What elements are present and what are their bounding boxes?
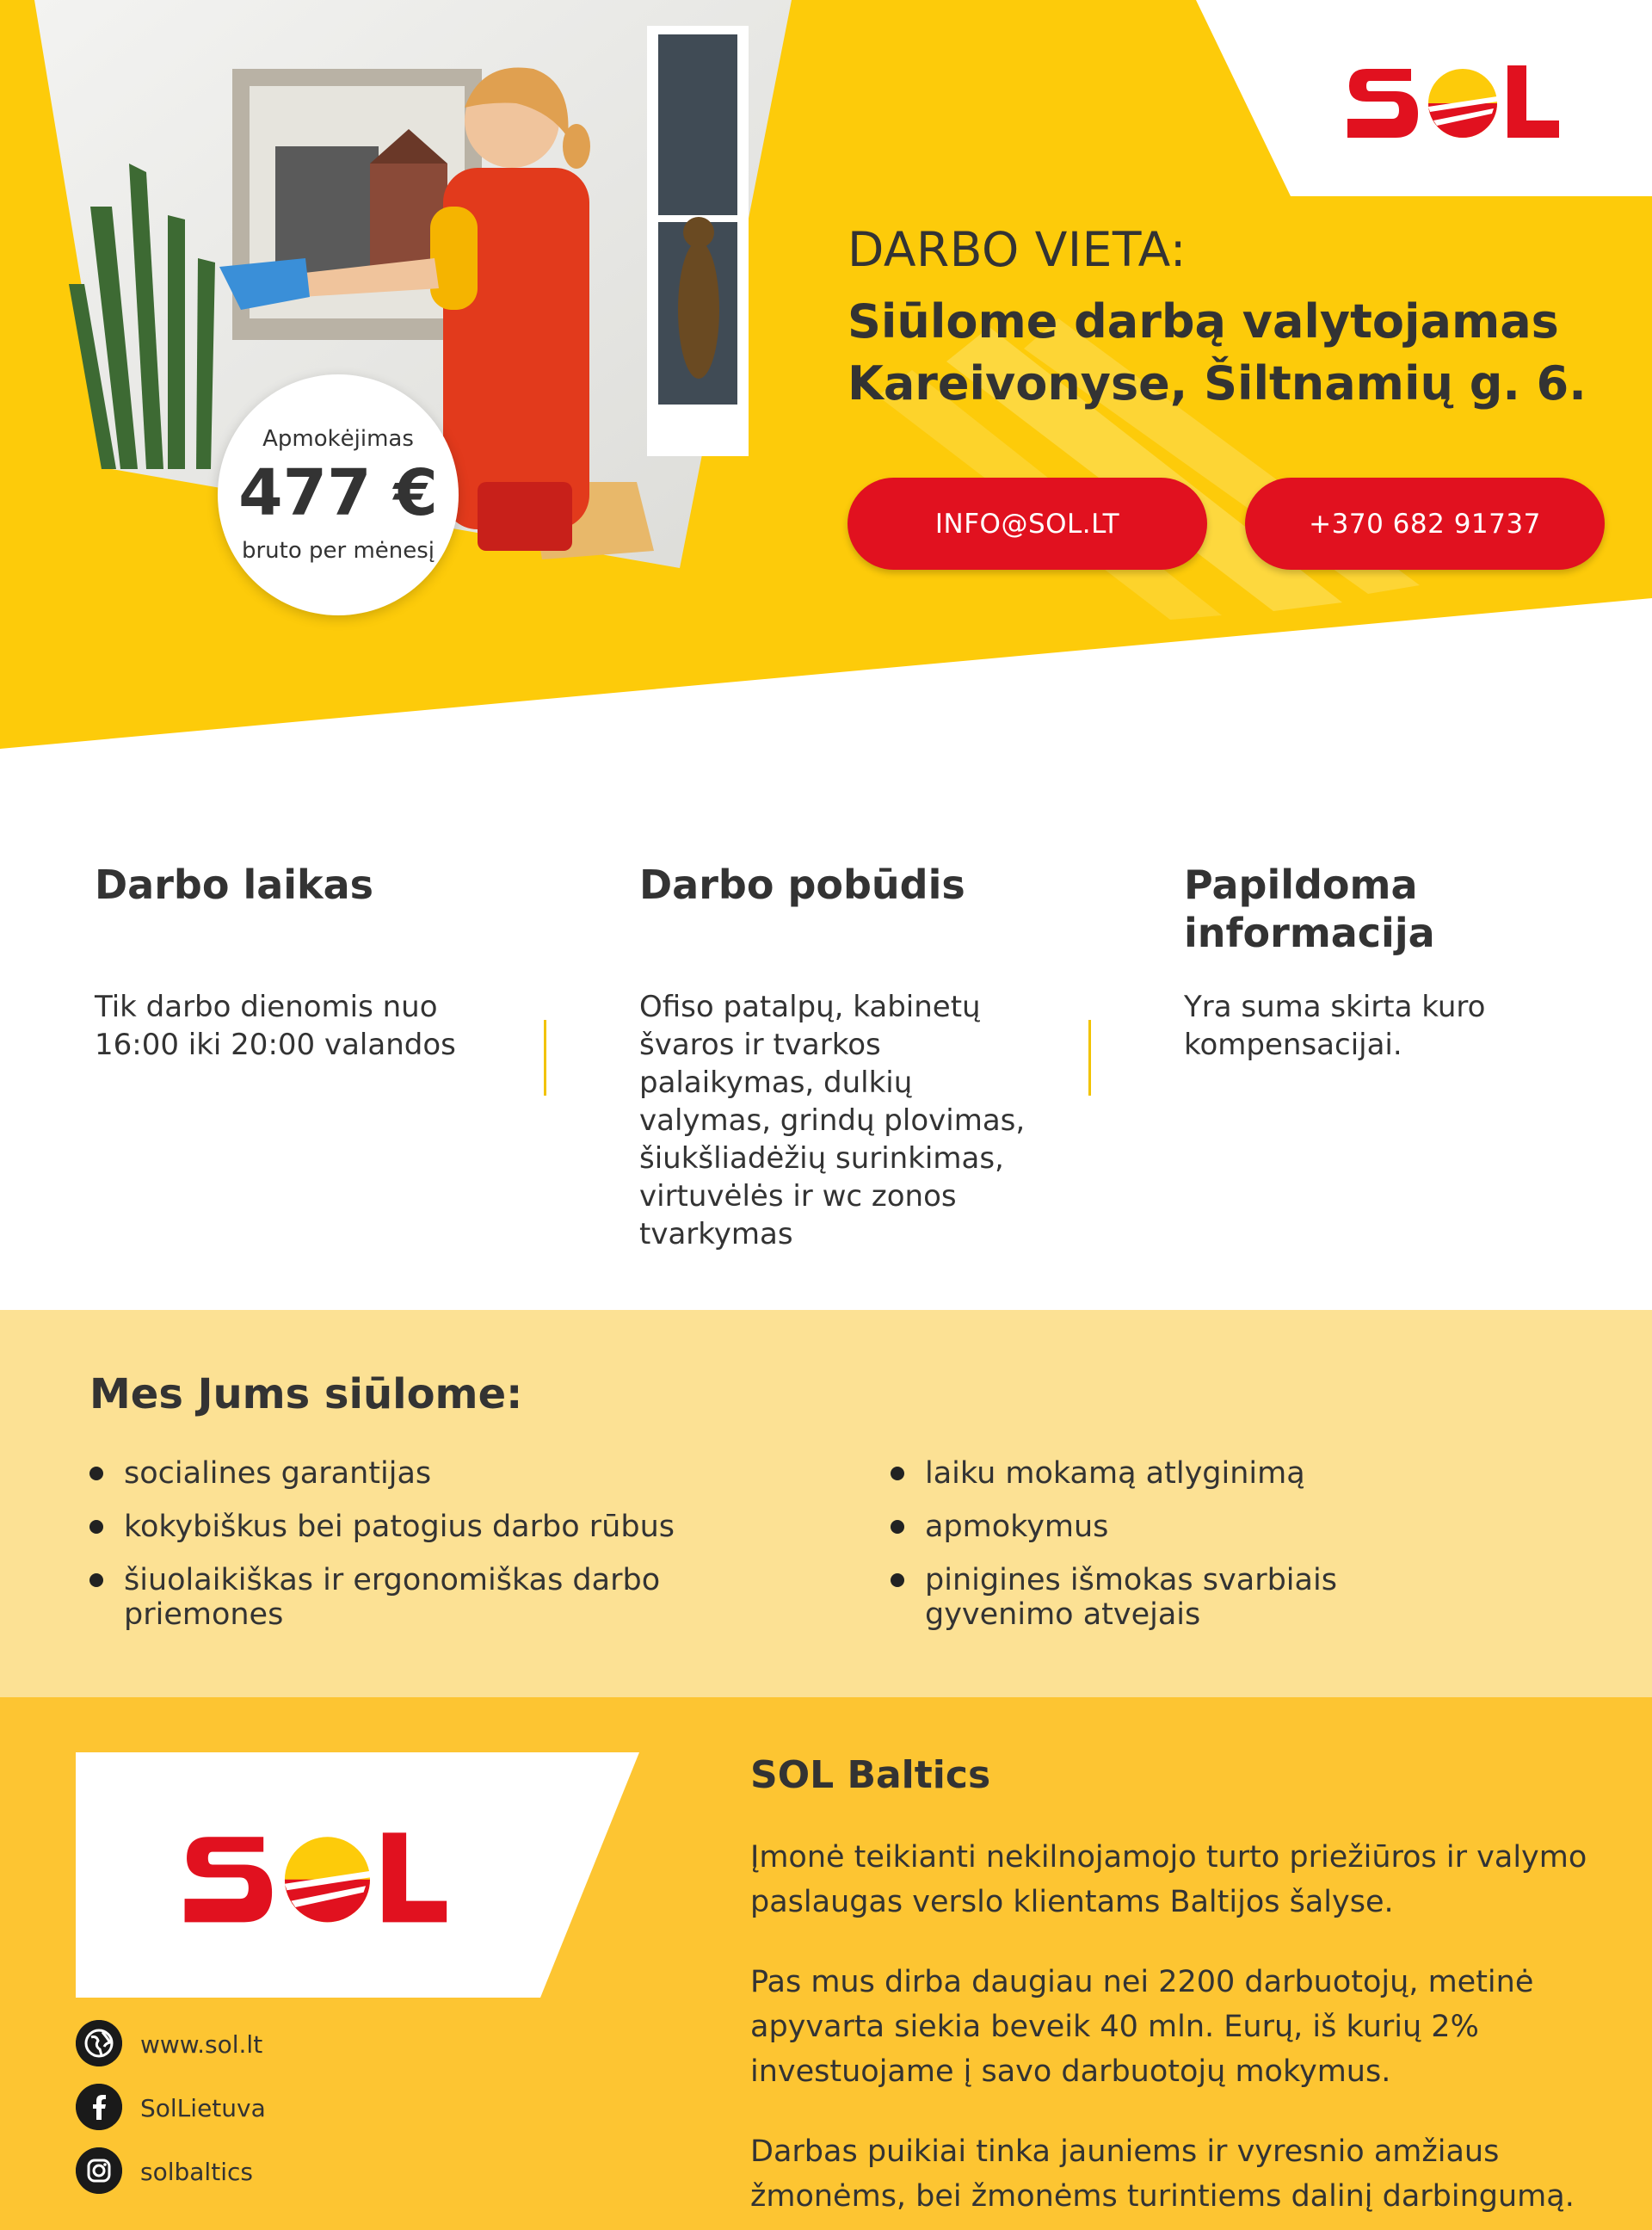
list-item	[891, 1510, 1493, 1544]
column-title: Darbo laikas	[95, 862, 374, 908]
offer-list-right	[891, 1456, 1493, 1651]
bullet-icon	[89, 1520, 103, 1534]
column-body: Tik darbo dienomis nuo 16:00 iki 20:00 valandos	[95, 990, 456, 1062]
list-item-text: kokybiškus bei patogius darbo rūbus	[124, 1510, 675, 1544]
job-info-section	[0, 749, 1652, 1310]
job-title: Siūlome darbą valytojamas Kareivonyse, Šiltnamių g. 6.	[848, 294, 1587, 411]
sol-logo	[1342, 53, 1562, 144]
bullet-icon	[891, 1467, 904, 1480]
list-item	[89, 1563, 692, 1632]
company-paragraph: Įmonė teikianti nekilnojamojo turto priežiūros ir valymo paslaugas verslo klientams Baltijos šalyse.	[750, 1840, 1587, 1919]
list-item	[891, 1456, 1493, 1491]
hero-section	[0, 0, 1652, 749]
instagram-text: solbaltics	[140, 2158, 253, 2186]
offer-section	[0, 1310, 1652, 1697]
salary-badge	[218, 374, 459, 615]
hero-kicker: DARBO VIETA:	[848, 222, 1187, 277]
list-item-text: apmokymus	[925, 1510, 1109, 1544]
list-item-text: šiuolaikiškas ir ergonomiškas darbo priemones	[124, 1563, 661, 1632]
website-text: www.sol.lt	[140, 2030, 263, 2059]
bullet-icon	[891, 1520, 904, 1534]
work-hours-column	[95, 861, 499, 1062]
list-item-text: laiku mokamą atlyginimą	[925, 1456, 1305, 1491]
column-title: Papildoma informacija	[1184, 862, 1435, 956]
column-divider	[1088, 1020, 1091, 1096]
additional-info-column	[1184, 861, 1588, 1062]
facebook-icon	[76, 2084, 122, 2130]
bullet-icon	[89, 1467, 103, 1480]
globe-icon	[76, 2020, 122, 2066]
instagram-icon	[76, 2147, 122, 2194]
email-button[interactable]: INFO@SOL.LT	[848, 478, 1207, 570]
offer-title: Mes Jums siūlome:	[89, 1370, 523, 1418]
list-item-text: pinigines išmokas svarbiais gyvenimo atvejais	[925, 1563, 1337, 1632]
list-item-text: socialines garantijas	[124, 1456, 432, 1491]
column-body: Yra suma skirta kuro kompensacijai.	[1184, 990, 1486, 1062]
company-title: SOL Baltics	[750, 1753, 991, 1797]
footer-section	[0, 1697, 1652, 2230]
column-title: Darbo pobūdis	[639, 862, 965, 908]
column-body: Ofiso patalpų, kabinetų švaros ir tvarkos palaikymas, dulkių valymas, grindų plovimas, šiukšliadėžių surinkimas, virtuvėlės ir wc zonos tvarkymas	[639, 990, 1026, 1251]
list-item	[89, 1510, 692, 1544]
bullet-icon	[89, 1573, 103, 1587]
offer-list-left	[89, 1456, 692, 1651]
bullet-icon	[891, 1573, 904, 1587]
salary-amount: 477 €	[238, 456, 438, 530]
company-paragraph: Darbas puikiai tinka jauniems ir vyresnio amžiaus žmonėms, bei žmonėms turintiems dalinį darbingumą.	[750, 2134, 1575, 2214]
list-item	[89, 1456, 692, 1491]
salary-note: bruto per mėnesį	[241, 538, 435, 564]
company-paragraph: Pas mus dirba daugiau nei 2200 darbuotojų, metinė apyvarta siekia beveik 40 mln. Eurų, iš kurių 2% investuojame į savo darbuotojų mokymus.	[750, 1965, 1534, 2089]
salary-label: Apmokėjimas	[262, 426, 414, 452]
job-nature-column	[639, 861, 1044, 1251]
column-divider	[544, 1020, 546, 1096]
list-item	[891, 1563, 1493, 1632]
sol-logo	[176, 1818, 452, 1930]
phone-button[interactable]: +370 682 91737	[1245, 478, 1605, 570]
facebook-text: SolLietuva	[140, 2094, 266, 2122]
